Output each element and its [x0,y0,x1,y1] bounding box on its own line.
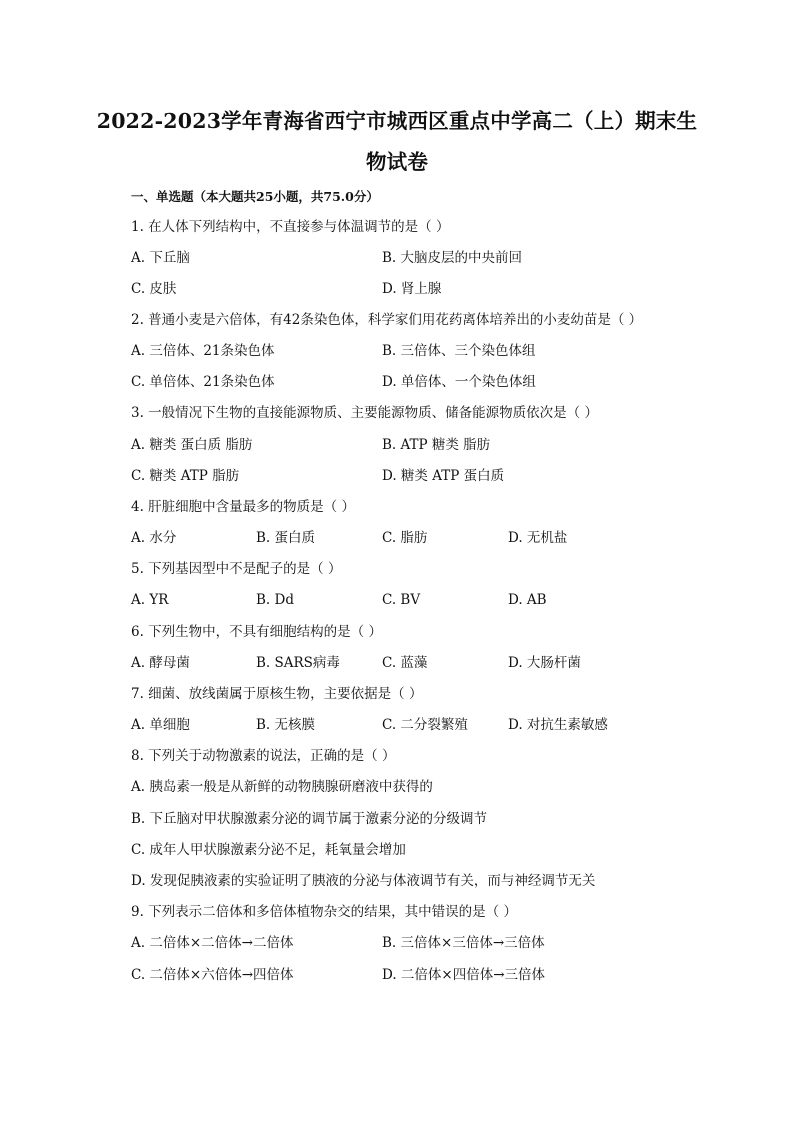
question-4-option-a: A. 水分 [131,530,177,546]
question-2-option-c: C. 单倍体、21条染色体 [131,374,275,390]
question-9-option-d: D. 二倍体×四倍体→三倍体 [382,967,546,983]
question-6-option-a: A. 酵母菌 [131,655,190,671]
question-8-option-b: B. 下丘脑对甲状腺激素分泌的调节属于激素分泌的分级调节 [131,811,488,827]
question-7-option-a: A. 单细胞 [131,717,190,733]
question-9-option-c: C. 二倍体×六倍体→四倍体 [131,967,294,983]
question-9-option-a: A. 二倍体×二倍体→二倍体 [131,935,294,951]
question-6-option-d: D. 大肠杆菌 [508,655,581,671]
question-5-option-d: D. AB [508,592,547,608]
question-5-option-b: B. Dd [256,592,294,608]
question-5-option-a: A. YR [131,592,169,608]
question-4-option-b: B. 蛋白质 [256,530,316,546]
question-8-option-a: A. 胰岛素一般是从新鲜的动物胰腺研磨液中获得的 [131,779,433,795]
question-6-option-b: B. SARS病毒 [256,655,340,671]
question-8: 8. 下列关于动物激素的说法，正确的是（ ） [131,748,396,764]
question-7-option-c: C. 二分裂繁殖 [382,717,468,733]
question-6: 6. 下列生物中，不具有细胞结构的是（ ） [131,624,382,640]
question-4-option-c: C. 脂肪 [382,530,428,546]
question-3-option-c: C. 糖类 ATP 脂肪 [131,468,240,484]
question-3-option-b: B. ATP 糖类 脂肪 [382,437,491,453]
document-title-line-1: 2022-2023学年青海省西宁市城西区重点中学高二（上）期末生 [96,109,698,133]
question-9-option-b: B. 三倍体×三倍体→三倍体 [382,935,545,951]
question-6-option-c: C. 蓝藻 [382,655,428,671]
question-5-option-c: C. BV [382,592,421,608]
question-8-option-c: C. 成年人甲状腺激素分泌不足，耗氧量会增加 [131,842,406,858]
question-7-option-d: D. 对抗生素敏感 [508,717,608,733]
question-3-option-d: D. 糖类 ATP 蛋白质 [382,468,505,484]
question-2-option-b: B. 三倍体、三个染色体组 [382,343,536,359]
question-8-option-d: D. 发现促胰液素的实验证明了胰液的分泌与体液调节有关，而与神经调节无关 [131,873,596,889]
question-2-option-a: A. 三倍体、21条染色体 [131,343,275,359]
question-2: 2. 普通小麦是六倍体，有42条染色体，科学家们用花药离体培养出的小麦幼苗是（ ） [131,312,643,328]
question-4-option-d: D. 无机盐 [508,530,568,546]
question-7: 7. 细菌、放线菌属于原核生物，主要依据是（ ） [131,686,423,702]
question-1-option-d: D. 肾上腺 [382,281,442,297]
question-1-option-b: B. 大脑皮层的中央前回 [382,250,523,266]
document-title-line-2: 物试卷 [365,150,429,174]
section-heading: 一、单选题（本大题共25小题，共75.0分） [131,189,379,204]
question-1-option-c: C. 皮肤 [131,281,177,297]
question-4: 4. 肝脏细胞中含量最多的物质是（ ） [131,499,355,515]
question-9: 9. 下列表示二倍体和多倍体植物杂交的结果，其中错误的是（ ） [131,904,517,920]
question-1-option-a: A. 下丘脑 [131,250,190,266]
question-3: 3. 一般情况下生物的直接能源物质、主要能源物质、储备能源物质依次是（ ） [131,405,598,421]
question-1: 1. 在人体下列结构中，不直接参与体温调节的是（ ） [131,219,450,235]
question-3-option-a: A. 糖类 蛋白质 脂肪 [131,437,253,453]
question-2-option-d: D. 单倍体、一个染色体组 [382,374,536,390]
question-7-option-b: B. 无核膜 [256,717,316,733]
question-5: 5. 下列基因型中不是配子的是（ ） [131,561,342,577]
